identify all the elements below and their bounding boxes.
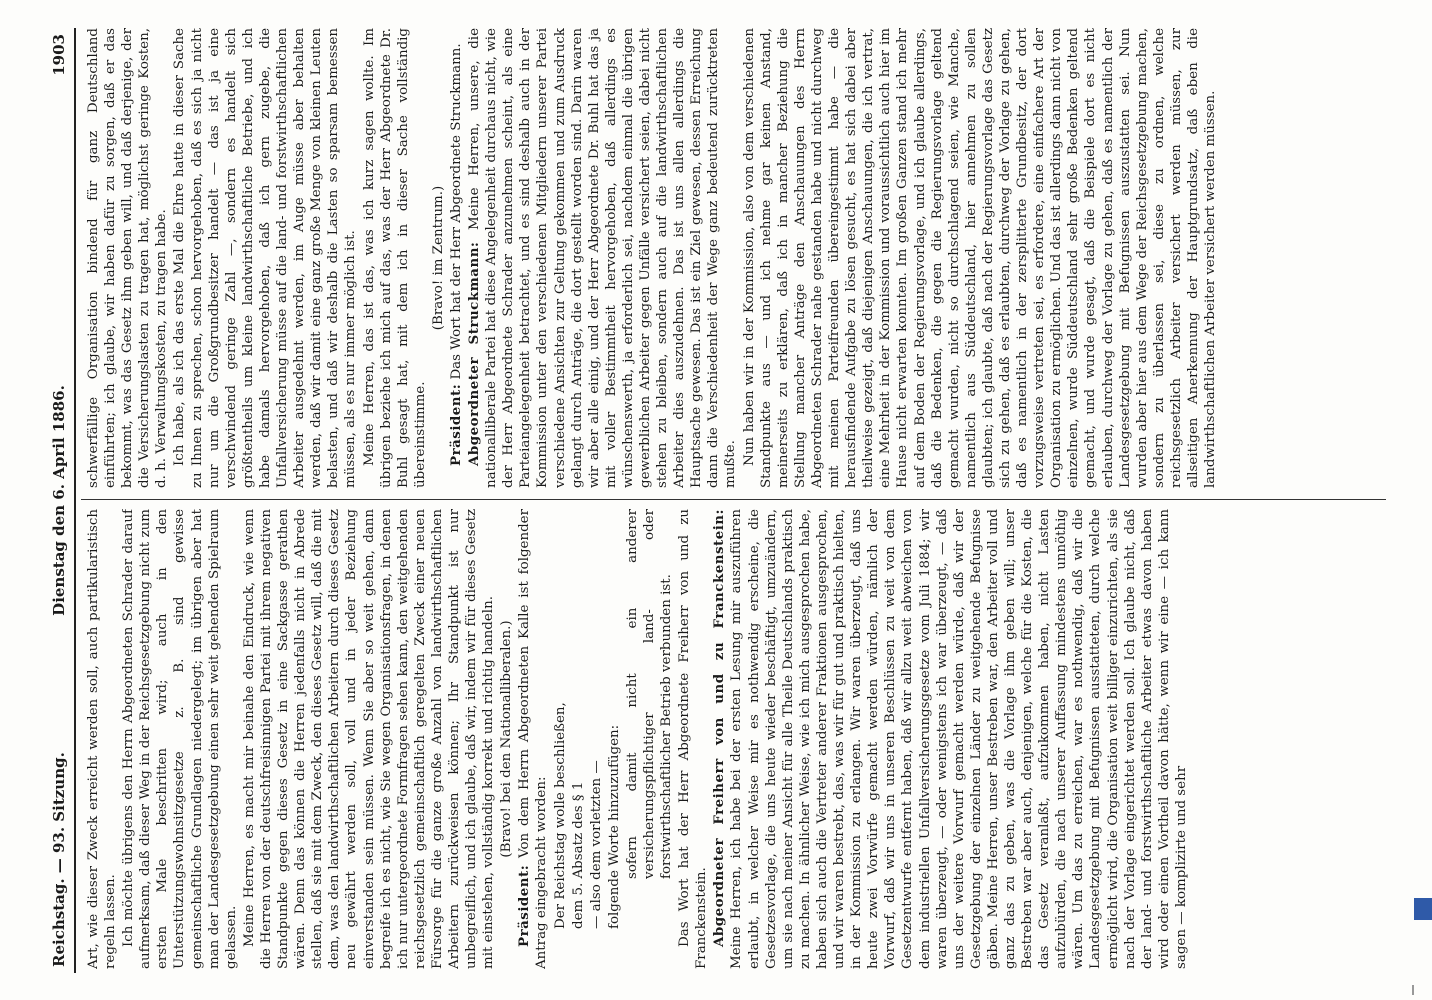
paragraph [516,509,550,969]
digitization-imprint [1404,40,1426,940]
column-separator [81,499,1386,500]
running-header [51,28,73,973]
paragraph-text: Der Reichstag wolle beschließen, [552,702,568,929]
paragraph [552,509,569,969]
paragraph-text: (Bravo! bei den Nationalliberalen.) [499,620,515,858]
paragraph-text: (Bravo! im Zentrum.) [430,185,446,331]
paragraph-text: Von dem Herrn Abgeordneten Kalle ist folgender Antrag eingebracht worden: [517,509,550,969]
paragraph-text: Das Wort hat der Herr Abgeordnete Struckmann. [448,43,464,384]
paragraph-text: Meine Herren, ich habe bei der ersten Lesung mir auszuführen erlaubt, in welcher Weise mir es nothwendig erscheine, die Gesetzesvorlage, die uns heute wieder beschäftigt, umzuändern, um sie nach meiner Ansicht für alle Theile Deutschlands praktisch zu machen. In ähnlicher Weise, wie ich mich ausgesprochen habe, haben sich auch die Vertreter anderer Fraktionen ausgesprochen, und wir waren bestrebt, das, was wir für gut und praktisch hielten, in der Kommission zu erlangen. Wir waren überzeugt, daß uns heute zwei Vorwürfe gemacht werden würden, nämlich der Vorwurf, daß wir uns in unseren Beschlüssen zu weit von dem Gesetzentwurfe entfernt haben, daß wir allzu weit abweichen von dem industriellen Unfallversicherungsgesetze vom Juli 1884; wir waren überzeugt, — oder wenigstens ich war überzeugt, — daß uns der weitere Vorwurf gemacht werden würde, daß wir der Gesetzgebung der einzelnen Länder zu weitgehende Befugnisse gäben. Meine Herren, unser Bestreben war, den Arbeiter voll und ganz das zu geben, was die Vorlage ihm geben will; unser Bestreben war aber auch, denjenigen, welche für die Kosten, die das Gesetz veranlaßt, aufzukommen haben, nicht Lasten aufzubürden, die nach unserer Auffassung mindestens unnöthig wären. Um das zu erreichen, war es nothwendig, daß wir die Landesgesetzgebung mit Befugnissen ausstatteten, durch welche ermöglicht wird, die Organisation weit billiger einzurichten, als sie nach der Vorlage eingerichtet werden soll. Ich glaube nicht, daß der land- und forstwirthschaftliche Arbeiter etwas davon haben wird oder einen Vortheil davon hätte, wenn wir eine — ich kann sagen — komplizirte und sehr [729,509,1189,969]
paragraph [588,509,605,969]
speaker-label: Präsident: [447,383,464,466]
paragraph [120,509,240,969]
paragraph-text: Meine Herren, das ist das, was ich kurz sagen wollte. Im übrigen beziehe ich mich auf das, was der Herr Abgeordnete Dr. Buhl gesagt hat, mit dem ich in dieser Sache vollständig übereinstimme. [361,28,428,488]
paragraph [430,28,447,488]
paragraph-text: — also dem vorletzten — [588,760,604,929]
paragraph [498,509,515,969]
scan-edge-mark [1412,985,1414,995]
header-date: Dienstag den 6. April 1886. [50,385,68,616]
paragraph [85,509,119,969]
paragraph [361,28,429,488]
right-column [85,28,1385,488]
paragraph [466,28,740,488]
newspaper-page [45,28,1390,973]
speaker-label: Abgeordneter Struckmann: [466,241,483,466]
paragraph [606,509,623,969]
speaker-label: Abgeordneter Freiherr von und zu Franckenstein: [711,509,728,947]
left-column [85,509,1385,969]
paragraph [448,28,465,488]
paragraph [676,509,710,969]
paragraph [570,509,587,969]
header-rule [74,28,76,973]
paragraph-text: dem 5. Absatz des § 1 [570,781,586,929]
dfg-logo [1414,898,1432,920]
paragraph-text: Meine Herren, unsere, die nationalliberale Partei hat diese Angelegenheit durchaus nicht, wie der Herr Abgeordnete Schrader anzunehmen scheint, als eine Parteiangelegenheit betrachtet, und es sind deshalb auch in der Kommission unter den verschiedenen Mitgliedern unserer Partei verschiedene Ansichten zur Geltung gekommen und zum Ausdruck gelangt durch Anträge, die dort gestellt worden sind. Darin waren wir aber alle einig, und der Herr Abgeordnete Dr. Buhl hat das ja mit voller Bestimmtheit hervorgehoben, daß allerdings es wünschenswerth, ja erforderlich sei, nachdem einmal die übrigen gewerblichen Arbeiter gegen Unfälle versichert seien, dabei nicht stehen zu bleiben, sondern auch auf die landwirthschaftlichen Arbeiter dies auszudehnen. Das ist uns allen allerdings die Hauptsache gewesen. Das ist ein Ziel gewesen, dessen Erreichung dann die Verschiedenheit der Wege ganz bedeutend zurücktreten mußte. [467,28,739,488]
page-number: 1903 [50,34,68,76]
paragraph-text: folgende Worte hinzuzufügen: [606,724,622,929]
paragraph [624,509,675,969]
paragraph [711,509,1190,969]
paragraph [741,28,1220,488]
paragraph-text: sofern damit nicht ein anderer versicherungspflichtiger land- oder forstwirthschaftlicher Betrieb verbunden ist. [624,509,675,879]
header-left: Reichstag. — 93. Sitzung. [50,752,68,967]
paragraph [241,509,497,969]
paragraph [171,28,359,488]
paragraph-text: schwerfällige Organisation bindend für ganz Deutschland einführten; ich glaube, wir haben dafür zu sorgen, daß er das bekommt, was das Gesetz ihm geben will, und daß derjenige, der die Versicherungslasten zu tragen hat, möglichst geringe Kosten, d. h. Verwaltungskosten, zu tragen habe. [86,28,170,488]
paragraph-text: Das Wort hat der Herr Abgeordnete Freiherr von und zu Franckenstein. [677,509,710,969]
speaker-label: Präsident: [516,864,533,947]
paragraph-text: Nun haben wir in der Kommission, also von dem verschiedenen Standpunkte aus — und ich nehme gar keinen Anstand, meinerseits zu erklären, daß ich in mancher Beziehung die Stellung mancher Anträge den Anschauungen des Herrn Abgeordneten Schrader nahe gestanden habe und nicht durchweg mit meinen Parteifreunden übereingestimmt habe — die herausfindende Aufgabe zu lösen gesucht, es hat sich dabei aber theilweise gezeigt, daß diejenigen Anschauungen, die ich vertrat, eine Mehrheit in der Kommission und voraussichtlich auch hier im Hause nicht erwarten konnten. Im großen Ganzen stand ich mehr auf dem Boden der Regierungsvorlage, und ich glaube allerdings, daß die Bedenken, die gegen die Regierungsvorlage geltend gemacht wurden, nicht so durchschlagend seien, wie Manche, namentlich aus Süddeutschland, hier annehmen zu sollen glaubten; ich glaubte, daß nach der Regierungsvorlage das Gesetz sich zu gehen, daß es erlaubten, durchweg der Vorlage zu gehen, daß es namentlich in der zersplitterte Grundbesitz, der dort vorzugsweise vertreten sei, es erfordere, eine einfachere Art der Organisation zu ermöglichen. Und das ist allerdings dann nicht von einzelnen, wurde Süddeutschland sehr große Bedenken geltend gemacht, und wurde gesagt, daß die Beispiele dort es nicht erlauben, durchweg der Vorlage zu gehen, daß es namentlich der Landesgesetzgebung mit Befugnissen auszustatten sei. Nun wurden aber hier aus dem Wege der Reichsgesetzgebung machen, sondern zu überlassen sei, diese zu ordnen, welche reichsgesetzlich Arbeiter versichert werden müssen, zur allseitigen Anerkennung der Hauptgrundsatz, daß eben die landwirthschaftlichen Arbeiter versichert werden müssen. [741,28,1219,488]
paragraph-text: Ich habe, als ich das erste Mal die Ehre hatte in dieser Sache zu Ihnen zu sprechen, schon hervorgehoben, daß es sich ja nicht nur um die Großgrundbesitzer handelt — das ist ja eine verschwindend geringe Zahl —, sondern es handelt sich größtentheils um kleine landwirthschaftliche Betriebe, und ich habe damals hervorgehoben, daß ich gern zugebe, die Unfallversicherung müsse auf die land- und forstwirthschaftlichen Arbeiter ausgedehnt werden, im Auge müsse aber behalten werden, daß wir damit eine ganz große Menge von kleinen Leuten belasten, und daß wir deshalb die Lasten so sparsam bemessen müssen, als es nur immer möglich ist. [172,28,359,488]
paragraph-text: Ich möchte übrigens den Herrn Abgeordneten Schrader darauf aufmerksam, daß dieser Weg in der Reichsgesetzgebung nicht zum ersten Male beschritten wird; auch in den Unterstützungswohnsitzgesetze z. B. sind gewisse gemeinschaftliche Grundlagen niedergelegt; im übrigen aber hat man der Landesgesetzgebung einen sehr weit gehenden Spielraum gelassen. [121,509,239,969]
paragraph-text: Meine Herren, es macht mir beinahe den Eindruck, wie wenn die Herren von der deutschfreisinnigen Partei mit ihrem negativen Standpunkte gegen dieses Gesetz in eine Sackgasse gerathen wären. Denn das können die Herren jedenfalls nicht in Abrede stellen, daß sie mit dem Zweck, den dieses Gesetz will, daß die mit dem, was den landwirthschaftlichen Arbeitern durch dieses Gesetz neu gewährt werden soll, voll und in jeder Beziehung einverstanden sein müssen. Wenn Sie aber so weit gehen, dann begreife ich es nicht, wie Sie wegen Organisationsfragen, in denen ich nur untergeordnete Formfragen sehen kann, den weitgehenden reichsgesetzlich gemeinschaftlich geregelten Zweck einer neuen Fürsorge für die ganze große Anzahl von landwirthschaftlichen Arbeitern zurückweisen können; Ihr Standpunkt ist nur unbegreiflich, und ich glaube, daß wir, indem wir für dieses Gesetz mit einstehen, vollständig korrekt und richtig handeln. [241,509,497,969]
paragraph [85,28,170,488]
paragraph-text: Art, wie dieser Zweck erreicht werden soll, auch partikularistisch regeln lassen. [86,509,119,969]
